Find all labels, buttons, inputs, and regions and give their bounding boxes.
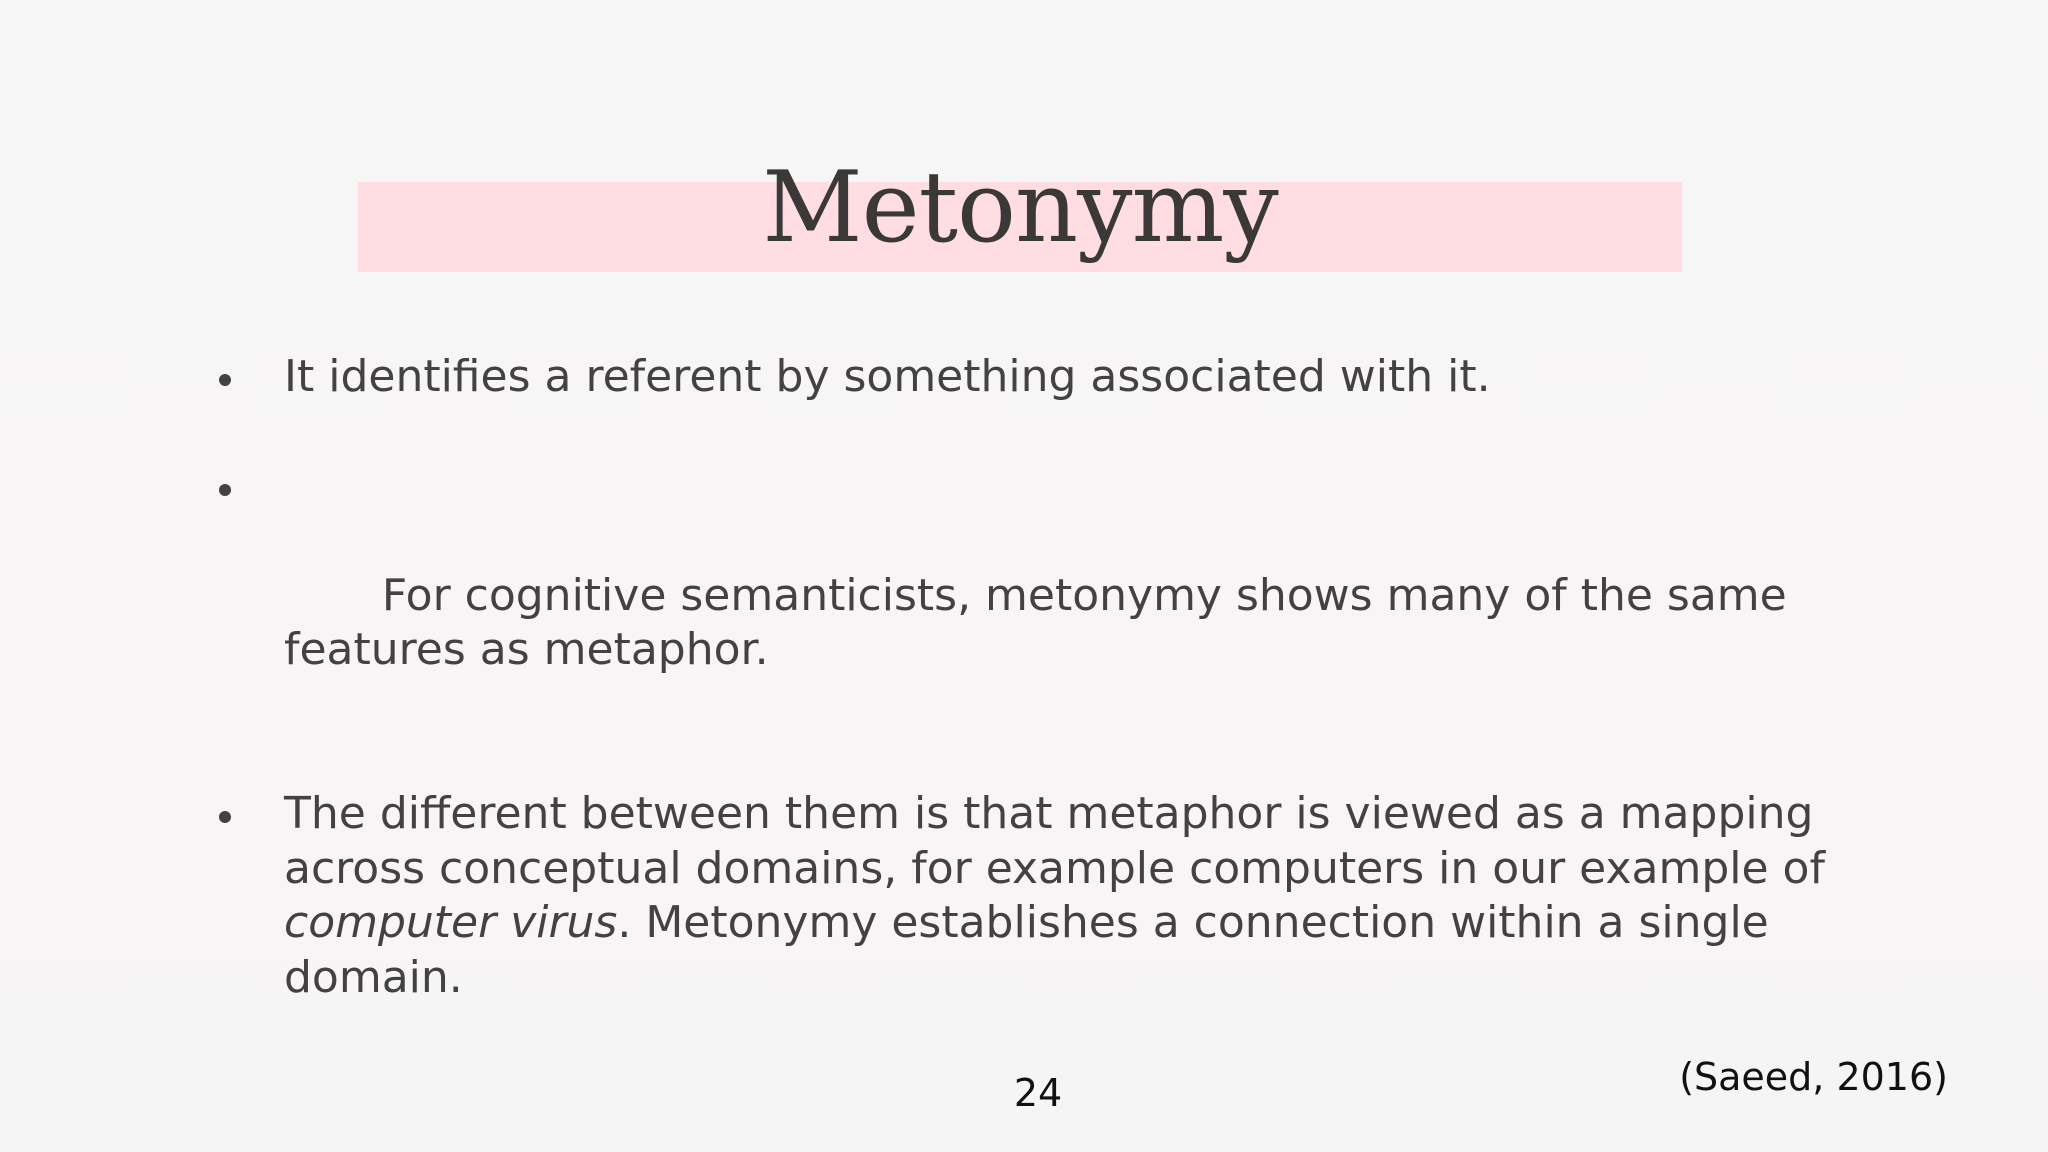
bullet-dot-icon [219, 484, 231, 496]
bullet-text: It identifies a referent by something associated with it. [284, 351, 1491, 402]
bullet-item [210, 787, 1850, 1005]
slide-title: Metonymy [762, 151, 1278, 265]
bullet-text-italic: computer virus [284, 897, 618, 948]
bullet-text-after: . Metonymy establishes a connection within a single domain. [284, 897, 1769, 1003]
bullet-text: For cognitive semanticists, metonymy shows many of the same features as metaphor. [284, 569, 1801, 675]
bullet-dot-icon [219, 811, 231, 823]
bullet-dot-icon [219, 374, 231, 386]
bullet-item [210, 460, 1850, 733]
citation: (Saeed, 2016) [1679, 1055, 1948, 1099]
bullet-item [210, 350, 1850, 405]
bullet-list [210, 350, 1850, 1060]
bullet-text-before: The different between them is that metaphor is viewed as a mapping across conceptual domains, for example computers in our example of [284, 788, 1825, 894]
page-number: 24 [1013, 1071, 1063, 1115]
